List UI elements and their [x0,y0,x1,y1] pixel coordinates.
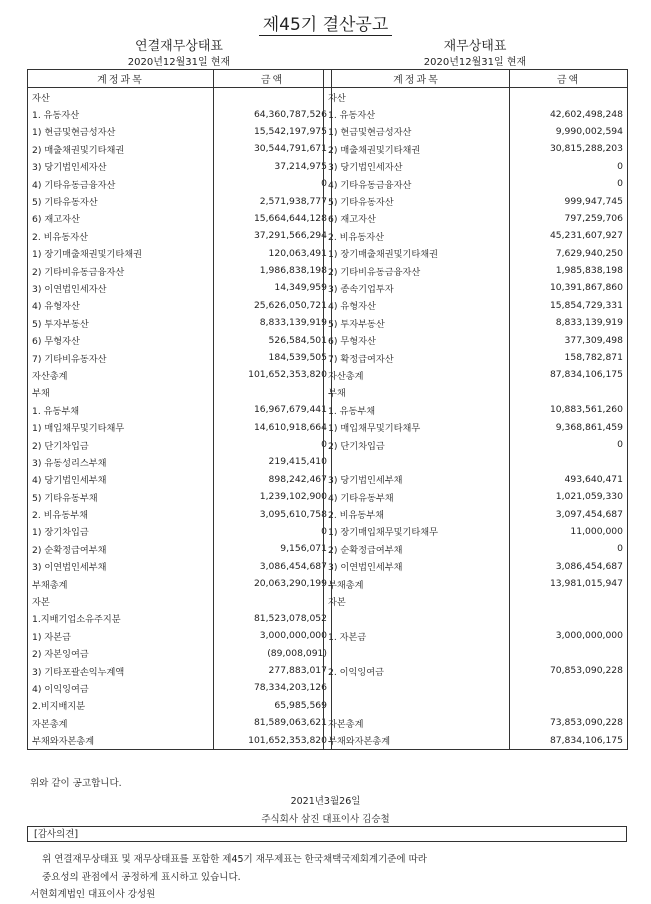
table-row [28,471,332,488]
account-amount: 70,853,090,228 [510,662,628,679]
account-amount: 78,334,203,126 [214,679,332,696]
account-amount: 0 [510,175,628,192]
table-row [324,418,628,435]
account-name: 6) 무형자산 [28,331,214,348]
account-name: 2) 매출채권및기타채권 [324,140,510,157]
account-name: 5) 기타유동자산 [28,192,214,209]
account-name: 3) 이연법인세부채 [28,558,214,575]
account-name: 1) 매입채무및기타채무 [324,418,510,435]
account-name: 5) 투자부동산 [324,314,510,331]
table-row [324,645,628,662]
account-amount [510,592,628,609]
account-name: 7) 기타비유동자산 [28,349,214,366]
table-row [28,314,332,331]
table-row [324,366,628,383]
table-row [28,645,332,662]
account-amount: 3,086,454,687 [214,558,332,575]
account-name: 1) 장기매입채무및기타채무 [324,523,510,540]
table-row [324,88,628,106]
table-header [28,70,332,88]
account-name: 6) 재고자산 [28,210,214,227]
account-name: 2. 이익잉여금 [324,662,510,679]
table-row [324,679,628,696]
account-amount: 13,981,015,947 [510,575,628,592]
table-row [28,349,332,366]
account-name: 6) 재고자산 [324,210,510,227]
account-amount: 45,231,607,927 [510,227,628,244]
account-amount [510,679,628,696]
account-amount [510,610,628,627]
notice-title: 제45기 결산공고 [0,10,651,35]
table-row [28,731,332,749]
account-amount: 184,539,505 [214,349,332,366]
account-amount: 14,610,918,664 [214,418,332,435]
account-name: 1. 유동부채 [28,401,214,418]
table-row [324,540,628,557]
account-amount: 3,095,610,758 [214,505,332,522]
table-row [28,627,332,644]
audit-opinion-text: 위 연결재무상태표 및 재무상태표를 포함한 제45기 재무제표는 한국채택국제회계기준에 따라 [42,854,427,865]
account-header: 계정과목 [28,70,214,88]
table-row [28,523,332,540]
table-row [28,175,332,192]
table-row [28,227,332,244]
account-amount: 7,629,940,250 [510,245,628,262]
account-amount: 73,853,090,228 [510,714,628,731]
account-name [324,679,510,696]
sheet-title: 연결재무상태표 [135,39,223,54]
account-amount [510,645,628,662]
account-name: 부채 [324,384,510,401]
account-amount: 2,571,938,777 [214,192,332,209]
table-row [28,610,332,627]
table-row [324,610,628,627]
account-amount: 101,652,353,820 [214,731,332,749]
account-amount: 42,602,498,248 [510,105,628,122]
account-name: 자산 [324,88,510,106]
account-name: 4) 유형자산 [28,297,214,314]
account-amount: 37,214,975 [214,158,332,175]
table-row [324,505,628,522]
table-body [28,88,332,750]
account-amount: 10,883,561,260 [510,401,628,418]
account-name: 3) 당기법인세부채 [324,471,510,488]
account-name: 4) 이익잉여금 [28,679,214,696]
account-name: 2. 비유동부채 [324,505,510,522]
account-amount: 3,000,000,000 [214,627,332,644]
account-amount: 0 [214,523,332,540]
account-amount: 3,000,000,000 [510,627,628,644]
table-row [28,384,332,401]
account-amount: 81,589,063,621 [214,714,332,731]
table-row [324,349,628,366]
account-name: 5) 투자부동산 [28,314,214,331]
account-amount [510,88,628,106]
table-row [324,575,628,592]
account-name: 3) 이연법인세부채 [324,558,510,575]
sheet-date: 2020년12월31일 현재 [127,57,231,68]
table-row [324,453,628,470]
account-amount [214,88,332,106]
account-name: 1.지배기업소유주지분 [28,610,214,627]
table-row [28,418,332,435]
table-row [28,140,332,157]
account-amount: 15,664,644,128 [214,210,332,227]
table-row [324,245,628,262]
account-amount: 25,626,050,721 [214,297,332,314]
account-name: 1. 유동자산 [324,105,510,122]
account-name: 1) 자본금 [28,627,214,644]
account-amount: 1,239,102,900 [214,488,332,505]
table-row [28,697,332,714]
table-row [28,488,332,505]
account-name: 2) 매출채권및기타채권 [28,140,214,157]
account-amount [214,384,332,401]
account-name: 4) 기타유동금융자산 [324,175,510,192]
table-row [324,558,628,575]
account-name: 2. 비유동자산 [28,227,214,244]
table-row [28,662,332,679]
account-name: 4) 유형자산 [324,297,510,314]
account-name: 부채와자본총계 [28,731,214,749]
account-amount: 3,086,454,687 [510,558,628,575]
account-name: 2) 순확정급여부채 [28,540,214,557]
account-name: 2) 순확정급여부채 [324,540,510,557]
account-amount: 101,652,353,820 [214,366,332,383]
account-amount: 0 [214,175,332,192]
account-name [324,610,510,627]
account-name: 1) 장기매출채권및기타채권 [324,245,510,262]
account-amount [214,592,332,609]
account-amount: 9,368,861,459 [510,418,628,435]
account-name: 자산총계 [28,366,214,383]
consolidated-balance-sheet [27,38,331,750]
account-amount: (89,008,091) [214,645,332,662]
table-row [28,592,332,609]
account-name: 2) 단기차입금 [28,436,214,453]
table-row [324,436,628,453]
table-row [324,123,628,140]
table-row [324,175,628,192]
account-name: 부채 [28,384,214,401]
table-row [28,331,332,348]
table-row [28,679,332,696]
account-amount: 87,834,106,175 [510,731,628,749]
table-row [28,297,332,314]
table-row [28,210,332,227]
account-name: 2) 단기차입금 [324,436,510,453]
table-row [28,192,332,209]
account-amount: 81,523,078,052 [214,610,332,627]
table-row [324,297,628,314]
sheet-date: 2020년12월31일 현재 [423,57,527,68]
amount-header: 금액 [510,70,628,88]
account-amount: 15,542,197,975 [214,123,332,140]
account-amount: 1,986,838,198 [214,262,332,279]
account-amount: 377,309,498 [510,331,628,348]
table-row [28,575,332,592]
table-row [324,731,628,749]
account-name: 4) 기타유동부채 [324,488,510,505]
account-amount: 9,156,071 [214,540,332,557]
account-name: 2) 기타비유동금융자산 [324,262,510,279]
table-row [28,436,332,453]
account-name: 3) 종속기업투자 [324,279,510,296]
table-row [28,540,332,557]
table-row [324,662,628,679]
notice-date: 2021년3월26일 [290,796,361,807]
account-amount: 14,349,959 [214,279,332,296]
account-amount [510,384,628,401]
table-row [324,697,628,714]
account-amount: 0 [510,540,628,557]
account-name [324,697,510,714]
account-amount: 493,640,471 [510,471,628,488]
account-name: 자산 [28,88,214,106]
account-name: 3) 유동성리스부채 [28,453,214,470]
account-header: 계정과목 [324,70,510,88]
account-name: 3) 당기법인세자산 [324,158,510,175]
account-name: 2) 기타비유동금융자산 [28,262,214,279]
account-amount [510,697,628,714]
account-name: 부채총계 [324,575,510,592]
account-name: 1) 현금및현금성자산 [28,123,214,140]
account-name: 5) 기타유동부채 [28,488,214,505]
account-amount: 158,782,871 [510,349,628,366]
account-amount: 20,063,290,199 [214,575,332,592]
account-name: 5) 기타유동자산 [324,192,510,209]
account-amount: 0 [214,436,332,453]
table-row [28,158,332,175]
sheet-title: 재무상태표 [443,39,507,54]
account-amount: 277,883,017 [214,662,332,679]
account-amount: 64,360,787,526 [214,105,332,122]
account-amount: 16,967,679,441 [214,401,332,418]
table-row [324,192,628,209]
account-amount: 30,815,288,203 [510,140,628,157]
account-name: 1) 장기매출채권및기타채권 [28,245,214,262]
table-row [324,401,628,418]
account-amount: 10,391,867,860 [510,279,628,296]
account-amount [510,453,628,470]
table-row [28,105,332,122]
table-row [28,505,332,522]
table-row [324,158,628,175]
table-row [324,227,628,244]
account-name: 2. 비유동부채 [28,505,214,522]
table-row [324,140,628,157]
account-name: 2. 비유동자산 [324,227,510,244]
table-row [324,384,628,401]
table-row [324,279,628,296]
account-name [324,645,510,662]
account-amount: 1,021,059,330 [510,488,628,505]
account-name: 6) 무형자산 [324,331,510,348]
table-row [324,592,628,609]
account-name: 1) 매입채무및기타채무 [28,418,214,435]
account-amount: 0 [510,436,628,453]
account-name: 자본총계 [324,714,510,731]
account-amount: 3,097,454,687 [510,505,628,522]
account-amount: 87,834,106,175 [510,366,628,383]
company-signature: 주식회사 삼진 대표이사 김승철 [261,814,390,825]
account-name: 자본 [324,592,510,609]
table-row [28,558,332,575]
audit-opinion-text: 중요성의 관점에서 공정하게 표시하고 있습니다. [42,872,241,883]
table-row [28,262,332,279]
table-row [28,714,332,731]
account-amount: 15,854,729,331 [510,297,628,314]
account-amount: 65,985,569 [214,697,332,714]
account-amount: 11,000,000 [510,523,628,540]
account-amount: 8,833,139,919 [510,314,628,331]
account-amount: 797,259,706 [510,210,628,227]
account-name: 1) 현금및현금성자산 [324,123,510,140]
account-name: 7) 확정급여자산 [324,349,510,366]
account-name: 2.비지배지분 [28,697,214,714]
table-row [324,471,628,488]
account-amount: 219,415,410 [214,453,332,470]
account-name: 2) 자본잉여금 [28,645,214,662]
account-amount: 37,291,566,294 [214,227,332,244]
table-row [324,331,628,348]
table-row [324,523,628,540]
account-name [324,453,510,470]
table-row [28,453,332,470]
account-amount: 999,947,745 [510,192,628,209]
table-row [28,366,332,383]
account-amount: 0 [510,158,628,175]
account-amount: 1,985,838,198 [510,262,628,279]
account-amount: 30,544,791,671 [214,140,332,157]
table-row [324,714,628,731]
account-name: 1. 유동부채 [324,401,510,418]
table-row [28,401,332,418]
table-row [324,210,628,227]
table-row [324,314,628,331]
account-name: 4) 기타유동금융자산 [28,175,214,192]
table-row [324,262,628,279]
account-name: 자본총계 [28,714,214,731]
account-amount: 120,063,491 [214,245,332,262]
account-name: 4) 당기법인세부채 [28,471,214,488]
account-amount: 9,990,002,594 [510,123,628,140]
account-amount: 898,242,467 [214,471,332,488]
separate-balance-sheet [323,38,627,750]
account-name: 3) 기타포괄손익누계액 [28,662,214,679]
table-row [28,123,332,140]
account-name: 1. 유동자산 [28,105,214,122]
account-amount: 8,833,139,919 [214,314,332,331]
account-name: 3) 당기법인세자산 [28,158,214,175]
table-row [324,627,628,644]
table-row [28,279,332,296]
amount-header: 금액 [214,70,332,88]
table-row [324,105,628,122]
account-name: 자산총계 [324,366,510,383]
account-name: 3) 이연법인세자산 [28,279,214,296]
balance-table [27,69,332,750]
account-name: 부채총계 [28,575,214,592]
balance-table [323,69,628,750]
account-name: 자본 [28,592,214,609]
table-row [324,488,628,505]
account-amount: 526,584,501 [214,331,332,348]
table-body [324,88,628,750]
account-name: 1) 장기차입금 [28,523,214,540]
table-row [28,88,332,106]
auditor-name: 서현회계법인 대표이사 강성원 [30,889,156,900]
table-header [324,70,628,88]
notice-text: 위와 같이 공고합니다. [30,778,122,789]
account-name: 1. 자본금 [324,627,510,644]
table-row [28,245,332,262]
account-name: 부채와자본총계 [324,731,510,749]
audit-opinion-label: [감사의견] [27,826,627,842]
